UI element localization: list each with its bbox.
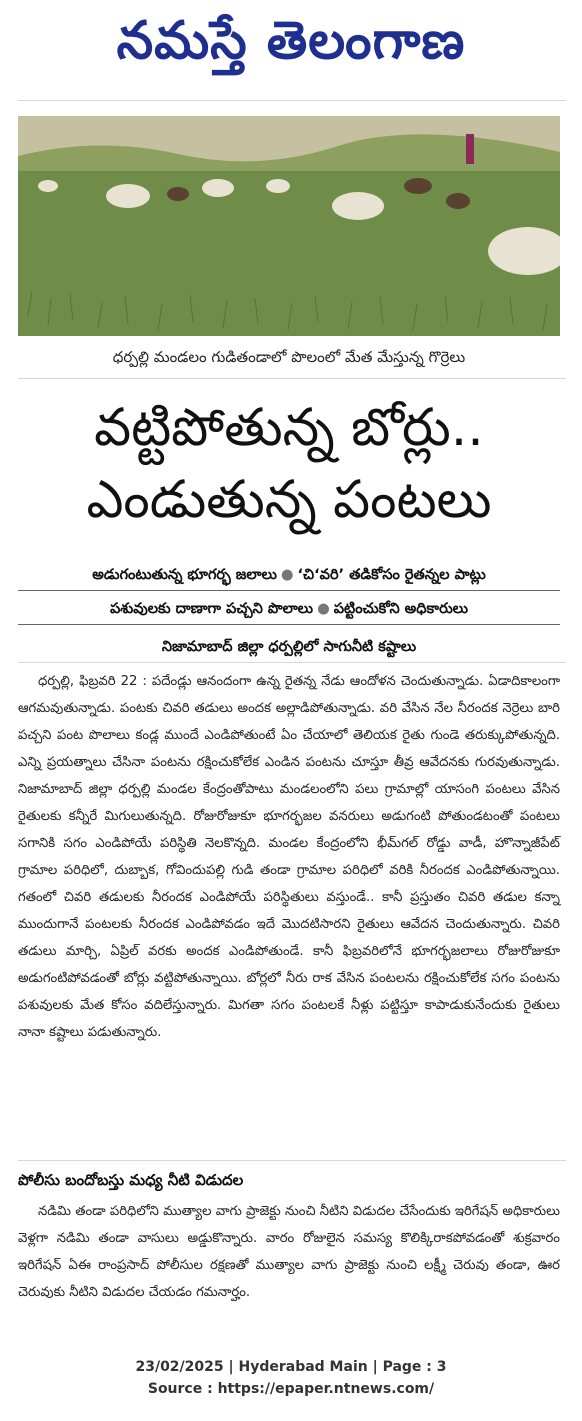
subdeck-2-right: పట్టించుకోని అధికారులు [333,601,469,617]
article-body-2: నడిమి తండా పరిధిలోని ముత్యాల వాగు ప్రాజెక్టు నుంచి నీటిని విడుదల చేసేందుకు ఇరిగేషన్ అధికారులు వెళ్లగా నడిమి తండా వాసులు అడ్డుకొన్నారు. వారం రోజులైన సమస్య కొలిక్కిరాకపోవడంతో శుక్రవారం ఇరిగేషన్ ఏఈ రాంప్రసాద్ పోలీసుల రక్షణతో ముత్యాల వాగు ప్రాజెక్టు నుంచి లక్ష్మీ చెరువు తండా, ఊర చెరువుకు నీటిని విడుదల చేయడం గమనార్హం. [18,1204,560,1300]
subdeck-2-left: పశువులకు దాణాగా పచ్చని పొలాలు [109,601,314,617]
subdeck-1-right: ‘చి‘వరి’ తడికోసం రైతన్నల పాట్లు [297,567,486,583]
article-body-1: ధర్పల్లి, ఫిబ్రవరి 22 : పదేండ్లు ఆనందంగా ఉన్న రైతన్న నేడు ఆందోళన చెందుతున్నాడు. ఏడాదికాలంగా ఆగమవుతున్నాడు. పంటకు చివరి తడులు అందక అల్లాడిపోతున్నాడు. వరి వేసిన నేల నీరందక నెర్రెలు బారి పచ్చని పంట పొలాలు కండ్ల ముందే ఎండిపోతుంటే ఏం చేయాలో తెలియక రైతు గుండె తరుక్కుపోతున్నది. ఎన్ని ప్రయత్నాలు చేసినా పంటను రక్షించుకోలేక ఎండిన పంటను చూస్తూ తీవ్ర ఆవేదనకు గురవుతున్నాడు. నిజామాబాద్ జిల్లా ధర్పల్లి మండల కేంద్రంతోపాటు మండలంలోని పలు గ్రామాల్లో యాసంగి పంటలు వేసిన రైతులకు కన్నీరే మిగులుతున్నది. రోజురోజుకూ భూగర్భజల వనరులు అడుగంటి పోతుండటంతో పంటలు సగానికి సగం ఎండిపోయే పరిస్థితి నెలకొన్నది. మండల కేంద్రంలోని భీమ్‌గల్ రోడ్డు వాడీ, హొన్నాజీపేట్ గ్రామాల పరిధిలో, దుబ్బాక, గోవిందుపల్లి గుడి తండా గ్రామాల పరిధిలో వరికి నీరందక ఎండిపోతున్నాయి. గతంలో చివరి తడులకు నీరందక ఎండిపోయే పరిస్థితులు వస్తుండే.. కానీ ప్రస్తుతం చివరి తడుల కన్నా ముందుగానే పంటలకు నీరందక ఎండిపోవడం ఇదే మొదటిసారని రైతులు ఆవేదన చెందుతున్నారు. చివరి తడులు మార్చి, ఏప్రిల్ వరకు అందక ఎండిపోతుండే. కానీ ఫిబ్రవరిలోనే భూగర్భజలాలు రోజురోజుకూ అడుగంటిపోవడంతో బోర్లు వట్టిపోతున్నాయి. బోర్లలో నీరు రాక వేసిన పంటలను రక్షించుకోలేక సగం పంటను పశువులకు మేత కోసం వదిలేస్తున్నారు. మిగతా సగం పంటలకే నీళ్లు పట్టిస్తూ కాపాడుకునేందుకు రైతులు నానా కష్టాలు పడుతున్నారు. [18,674,560,1040]
headline [18,392,560,536]
footer-date-edition: 23/02/2025 | Hyderabad Main | Page : 3 [135,1359,447,1375]
news-photo [18,116,560,336]
section-heading: పోలీసు బందోబస్తు మధ్య నీటి విడుదల [18,1171,244,1189]
footer-source: Source : https://epaper.ntnews.com/ [147,1381,435,1397]
kicker-line: నిజామాబాద్ జిల్లా ధర్పల్లిలో సాగునీటి కష్టాలు [161,639,417,655]
footer-info [0,1356,582,1400]
photo-caption: ధర్పల్లి మండలం గుడితండాలో పొలంలో మేత మేస్తున్న గొర్రెలు [112,348,466,366]
subdeck-2 [18,594,560,625]
masthead-logo: నమస్తే తెలంగాణ [116,10,466,71]
masthead-divider [18,100,566,101]
subdeck-1-left: అడుగంటుతున్న భూగర్భ జలాలు [92,567,277,583]
sheep-grazing-illustration [18,116,560,336]
section-divider [18,1160,566,1161]
headline-line-2: ఎండుతున్న పంటలు [86,470,492,530]
subdeck-1 [18,560,560,591]
caption-divider [18,378,566,379]
bullet-dot: ● [280,567,294,583]
headline-line-1: వట్టిపోతున్న బోర్లు.. [94,398,484,458]
bullet-dot: ● [317,601,330,617]
kicker-divider [18,662,566,663]
